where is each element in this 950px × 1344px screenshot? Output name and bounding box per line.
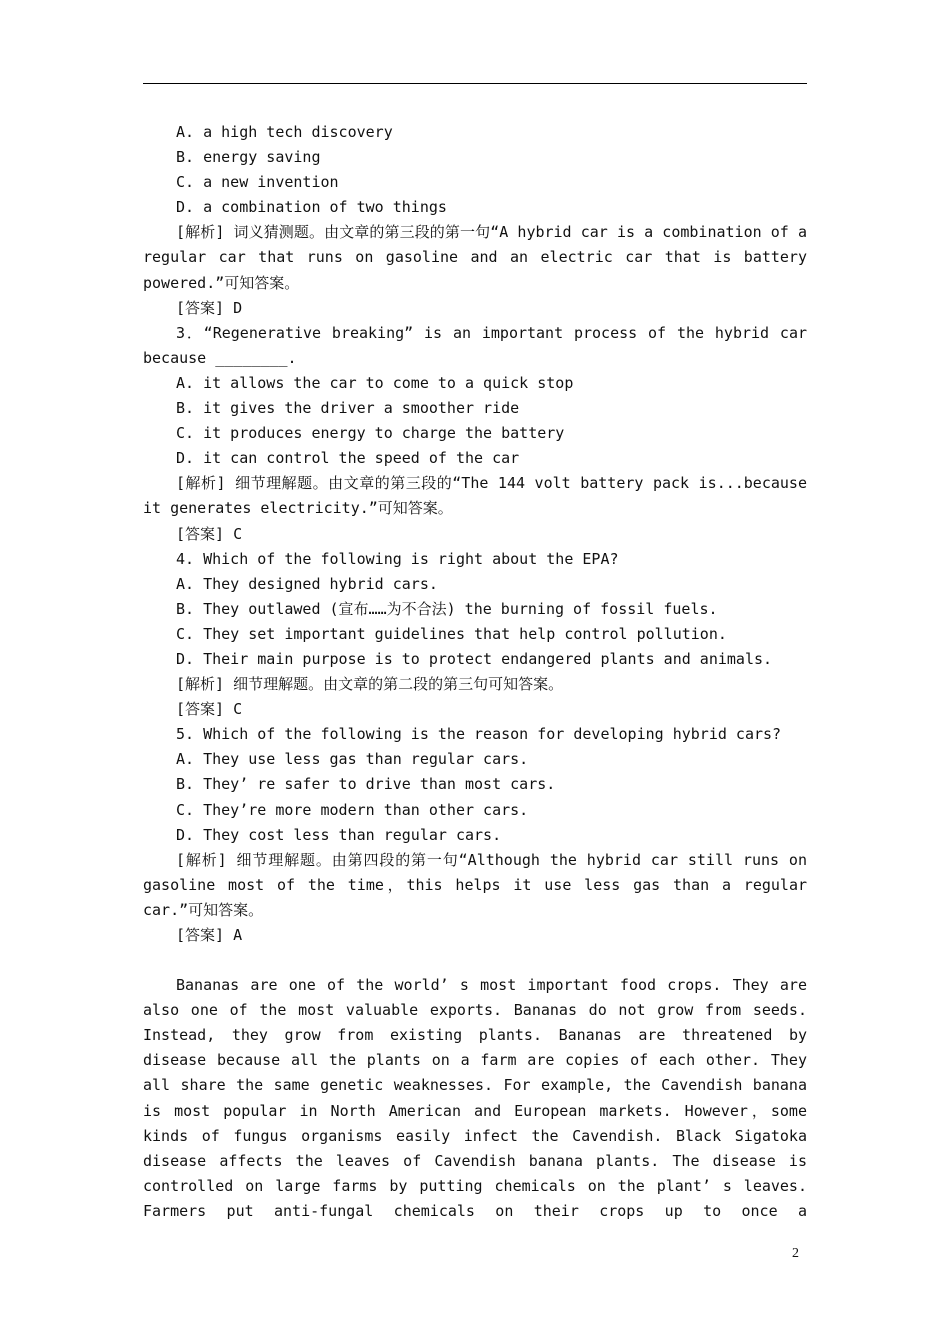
page-content: [143, 120, 807, 1224]
q4-option-a: A. They designed hybrid cars.: [176, 574, 438, 593]
q2-option-c: C. a new invention: [176, 173, 339, 192]
q2-option-d: D. a combination of two things: [176, 198, 447, 217]
section-gap: [143, 948, 807, 973]
q5-answer: [答案] A: [176, 926, 243, 944]
q3-stem: 3．“Regenerative breaking” is an important process of the hybrid car because ________.: [143, 323, 807, 367]
q5-option-b: B. They’ re safer to drive than most cars.: [176, 775, 556, 794]
q3-answer: [答案] C: [176, 524, 243, 543]
header-rule: [143, 83, 807, 84]
q3-option-a: A. it allows the car to come to a quick stop: [176, 373, 574, 392]
q4-option-d: D. Their main purpose is to protect endangered plants and animals.: [176, 649, 773, 668]
q4-option-c: C. They set important guidelines that help control pollution.: [176, 624, 727, 643]
q2-option-a: A. a high tech discovery: [176, 123, 393, 141]
q5-stem: 5. Which of the following is the reason for developing hybrid cars?: [176, 725, 782, 744]
q4-option-b: B. They outlawed (宣布……为不合法) the burning of fossil fuels.: [176, 599, 718, 618]
q4-analysis: [解析] 细节理解题。由文章的第二段的第三句可知答案。: [176, 675, 564, 694]
q3-analysis: [解析] 细节理解题。由文章的第三段的“The 144 volt battery pack is...because it generates electricity.”可知答案。: [143, 474, 807, 518]
banana-passage: Bananas are one of the world’ s most important food crops. They are also one of the most valuable exports. Bananas do not grow from seeds. Instead, they grow from existing plants. Bananas are threatened by disease because all the plants on a farm are copies of each other. They all share the same genetic weaknesses. For example, the Cavendish banana is most popular in North American and European markets. However，some kinds of fungus organisms easily infect the Cavendish. Black Sigatoka disease affects the leaves of Cavendish banana plants. The disease is controlled on large farms by putting chemicals on the plant’ s leaves. Farmers put anti-fungal chemicals on their crops up to once a: [143, 976, 807, 1220]
q2-option-b: B. energy saving: [176, 148, 321, 167]
q5-option-d: D. They cost less than regular cars.: [176, 825, 502, 844]
q3-option-d: D. it can control the speed of the car: [176, 449, 520, 468]
q2-answer: [答案] D: [176, 298, 243, 317]
q5-analysis: [解析] 细节理解题。由第四段的第一句“Although the hybrid car still runs on gasoline most of the time，this helps it use less gas than a regular car.”可知答案。: [143, 850, 807, 919]
q5-option-c: C. They’re more modern than other cars.: [176, 800, 529, 819]
q2-analysis: [解析] 词义猜测题。由文章的第三段的第一句“A hybrid car is a combination of a regular car that runs on gasoline and an electric car that is battery powered.”可知答案。: [143, 223, 807, 292]
q4-stem: 4. Which of the following is right about the EPA?: [176, 549, 619, 568]
q5-option-a: A. They use less gas than regular cars.: [176, 750, 529, 769]
q4-answer: [答案] C: [176, 700, 243, 719]
page-number: 2: [792, 1246, 799, 1261]
q3-option-b: B. it gives the driver a smoother ride: [176, 399, 520, 418]
q3-option-c: C. it produces energy to charge the battery: [176, 424, 565, 443]
